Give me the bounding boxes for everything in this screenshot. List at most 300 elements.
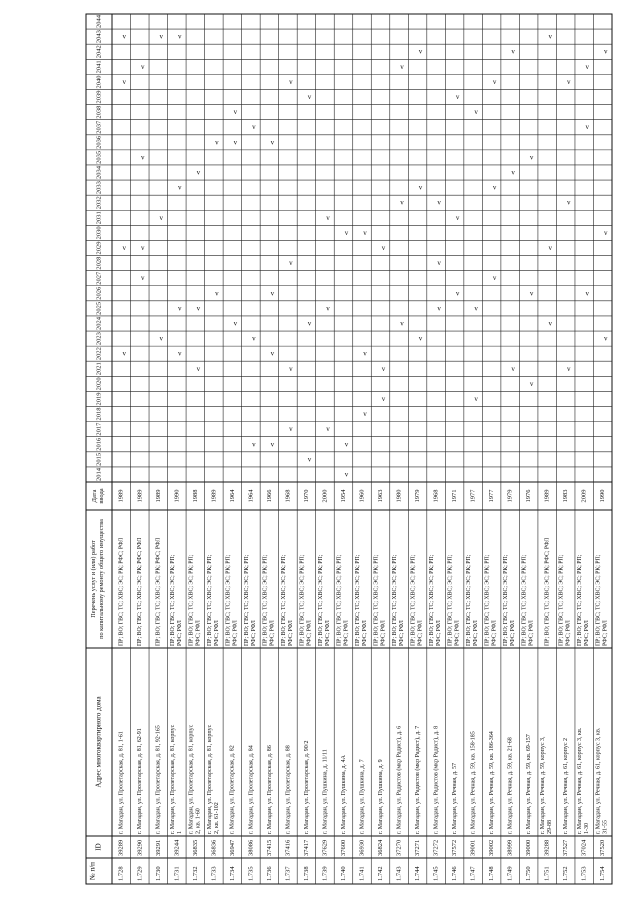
year-check-mark: v bbox=[270, 349, 275, 358]
year-check-mark: v bbox=[455, 213, 460, 222]
row-id: 37629 bbox=[321, 839, 329, 856]
table-row bbox=[577, 63, 590, 881]
year-check-mark: v bbox=[585, 289, 589, 298]
year-check-mark: v bbox=[344, 470, 349, 479]
row-num: 1.752 bbox=[562, 866, 570, 881]
row-year-built: 1964 bbox=[228, 489, 236, 503]
table-row bbox=[155, 33, 164, 881]
table-row bbox=[559, 78, 572, 881]
table-row bbox=[448, 93, 461, 881]
row-address bbox=[207, 724, 220, 834]
year-check-mark: v bbox=[196, 364, 201, 373]
row-services bbox=[485, 554, 498, 646]
row-year-built: 1989 bbox=[117, 489, 125, 503]
year-check-mark: v bbox=[141, 62, 145, 71]
row-services-line1: ПР; ВО; ГВС; ТС; ХВС; ЭС; РК; РП; bbox=[188, 554, 195, 646]
year-check-mark: v bbox=[307, 455, 312, 464]
year-check-mark: v bbox=[252, 123, 256, 132]
row-address: г. Магадан, ул. Речная, д. 59, кв. 186-364 bbox=[489, 731, 496, 834]
header-year-built-line1: Дата bbox=[91, 489, 98, 503]
row-id: 37415 bbox=[265, 839, 273, 856]
row-services-line2: РФС; РФЛ bbox=[195, 620, 202, 646]
table-row bbox=[281, 78, 294, 881]
row-address: г. Магадан, ул. Пушкина, д. 9 bbox=[377, 759, 384, 834]
row-services bbox=[207, 554, 220, 646]
row-address: г. Магадан, ул. Пролетарская, д. 82 bbox=[229, 745, 236, 834]
row-services-line1: ПР; ВО; ГВС; ТС; ХВС; ЭС; РК; РП; bbox=[484, 554, 491, 646]
row-address-line2: 2, кв. 1-60 bbox=[195, 808, 202, 834]
year-header-2036: 2036 bbox=[95, 135, 103, 149]
row-services-line2: РФС; РФЛ bbox=[213, 620, 220, 646]
row-services bbox=[503, 554, 516, 646]
row-services bbox=[392, 554, 405, 646]
table-row bbox=[355, 229, 368, 881]
header-services-line2: по капитальному ремонту общего имущества bbox=[98, 519, 105, 639]
row-services-line2: РФС; РФЛ bbox=[250, 620, 257, 646]
row-services-line1: ПР; ВО; ГВС; ТС; ХВС; ЭС; РК; РП; bbox=[243, 554, 250, 646]
row-services-line1: ПР; ВО; ГВС; ТС; ХВС; ЭС; РК; РП; bbox=[169, 554, 176, 646]
year-check-mark: v bbox=[178, 304, 182, 313]
row-services-line2: РФС; РФЛ bbox=[417, 620, 424, 646]
row-address: г. Магадан, ул. Пролетарская, д. 81, 1-61 bbox=[118, 731, 125, 834]
row-id: 37272 bbox=[432, 839, 440, 856]
year-check-mark: v bbox=[252, 334, 256, 343]
row-year-built: 1977 bbox=[469, 489, 477, 503]
row-year-built: 1970 bbox=[302, 489, 310, 503]
year-check-mark: v bbox=[455, 289, 460, 298]
row-address bbox=[596, 727, 609, 834]
table-row bbox=[485, 78, 498, 881]
year-check-mark: v bbox=[511, 364, 515, 373]
row-address-line2: 31-55 bbox=[602, 820, 609, 834]
row-num: 1.728 bbox=[117, 866, 125, 881]
row-services-line2: РФС; РФЛ bbox=[584, 620, 591, 646]
row-year-built: 1977 bbox=[488, 489, 496, 503]
row-year-built: 2000 bbox=[321, 489, 329, 503]
row-services: ПР; ВО; ГВС; ТС; ХВС; ЭС; РК; РФС; РФЛ bbox=[155, 537, 162, 646]
year-check-mark: v bbox=[159, 213, 164, 222]
row-id: 39290 bbox=[136, 839, 144, 856]
row-id: 39002 bbox=[488, 839, 496, 856]
year-check-mark: v bbox=[289, 259, 293, 268]
year-check-mark: v bbox=[307, 93, 312, 102]
header-services bbox=[90, 519, 105, 639]
row-services-line2: РФС; РФЛ bbox=[269, 620, 276, 646]
year-header-2029: 2029 bbox=[95, 241, 103, 255]
row-services bbox=[188, 554, 201, 646]
row-services-line1: ПР; ВО; ГВС; ТС; ХВС; ЭС; РК; РП; bbox=[299, 554, 306, 646]
row-address-line2: 1-30 bbox=[584, 823, 591, 834]
row-services-line2: РФС; РФЛ bbox=[565, 620, 572, 646]
table-row bbox=[466, 108, 479, 881]
table-row bbox=[299, 93, 312, 881]
row-year-built: 1990 bbox=[173, 489, 181, 503]
row-year-built: 1954 bbox=[339, 489, 347, 503]
year-check-mark: v bbox=[455, 93, 460, 102]
row-services-line2: РФС; РФЛ bbox=[473, 620, 480, 646]
row-num: 1.737 bbox=[284, 866, 292, 881]
row-num: 1.753 bbox=[580, 866, 588, 881]
year-check-mark: v bbox=[289, 425, 293, 434]
year-check-mark: v bbox=[548, 244, 552, 252]
row-year-built: 1968 bbox=[432, 489, 440, 503]
year-check-mark: v bbox=[437, 198, 441, 207]
row-services-line1: ПР; ВО; ГВС; ТС; ХВС; ЭС; РК; РП; bbox=[410, 554, 417, 646]
year-check-mark: v bbox=[233, 319, 238, 328]
row-num: 1.741 bbox=[358, 866, 366, 881]
year-check-mark: v bbox=[400, 319, 404, 328]
year-header-2044: 2044 bbox=[95, 15, 103, 29]
row-services-line2: РФС; РФЛ bbox=[510, 620, 517, 646]
row-address-line2: 1 bbox=[176, 831, 183, 834]
row-address: г. Магадан, ул. Речная, д. 59, кв. 21-68 bbox=[507, 737, 514, 834]
year-check-mark: v bbox=[585, 123, 589, 132]
year-check-mark: v bbox=[566, 364, 571, 373]
row-num: 1.736 bbox=[265, 866, 273, 881]
table-row bbox=[392, 63, 405, 881]
row-services bbox=[355, 554, 368, 646]
row-address bbox=[170, 724, 183, 834]
year-check-mark: v bbox=[566, 77, 571, 86]
year-check-mark: v bbox=[159, 32, 164, 41]
row-num: 1.744 bbox=[414, 866, 422, 881]
year-check-mark: v bbox=[381, 244, 386, 252]
year-check-mark: v bbox=[603, 47, 608, 56]
row-address-line1: г. Магадан, ул. Пролетарская, д. 81, корпус bbox=[188, 724, 195, 834]
year-header-2042: 2042 bbox=[95, 45, 103, 59]
year-check-mark: v bbox=[474, 108, 478, 117]
row-year-built: 1963 bbox=[377, 489, 385, 503]
year-check-mark: v bbox=[344, 228, 349, 237]
row-services-line2: РФС; РФЛ bbox=[232, 620, 239, 646]
year-check-mark: v bbox=[178, 183, 182, 192]
row-year-built: 1989 bbox=[543, 489, 551, 503]
year-header-2022: 2022 bbox=[95, 347, 103, 361]
year-header-2021: 2021 bbox=[95, 362, 103, 376]
year-header-2037: 2037 bbox=[95, 120, 103, 134]
row-services-line1: ПР; ВО; ГВС; ТС; ХВС; ЭС; РК; РП; bbox=[373, 554, 380, 646]
row-num: 1.731 bbox=[173, 866, 181, 881]
row-id: 37527 bbox=[562, 839, 570, 856]
row-id: 37270 bbox=[395, 839, 403, 856]
row-num: 1.745 bbox=[432, 866, 440, 881]
row-num: 1.734 bbox=[228, 866, 236, 881]
row-services: ПР; ВО; ГВС; ТС; ХВС; ЭС; РК; РФС; РФЛ bbox=[137, 537, 144, 646]
year-check-mark: v bbox=[215, 289, 219, 298]
header-services-line1: Перечень услуг и (или) работ bbox=[90, 540, 97, 618]
year-check-mark: v bbox=[437, 259, 441, 268]
year-header-2030: 2030 bbox=[95, 226, 103, 240]
row-id: 37572 bbox=[451, 839, 459, 856]
row-services-line1: ПР; ВО; ГВС; ТС; ХВС; ЭС; РК; РП; bbox=[317, 554, 324, 646]
row-services bbox=[225, 554, 238, 646]
row-services-line2: РФС; РФЛ bbox=[362, 620, 368, 646]
year-check-mark: v bbox=[141, 244, 145, 252]
row-address: г. Магадан, ул. Пушкина, д. 4А bbox=[340, 755, 347, 834]
year-check-mark: v bbox=[196, 168, 201, 177]
year-header-2041: 2041 bbox=[95, 60, 103, 74]
row-services-line1: ПР; ВО; ГВС; ТС; ХВС; ЭС; РК; РП; bbox=[206, 554, 213, 646]
table-row bbox=[503, 48, 516, 881]
row-services-line2: РФС; РФЛ bbox=[287, 620, 294, 646]
year-check-mark: v bbox=[492, 183, 497, 192]
row-num: 1.733 bbox=[210, 866, 218, 881]
row-services bbox=[374, 554, 387, 646]
row-num: 1.748 bbox=[488, 866, 496, 881]
row-id: 37416 bbox=[284, 839, 292, 856]
row-address bbox=[577, 727, 590, 834]
row-services-line2: РФС; РФЛ bbox=[399, 620, 406, 646]
year-check-mark: v bbox=[344, 440, 349, 449]
year-check-mark: v bbox=[307, 319, 312, 328]
table-row bbox=[522, 153, 535, 881]
row-year-built: 2009 bbox=[580, 489, 588, 503]
year-check-mark: v bbox=[492, 274, 497, 283]
row-services bbox=[577, 554, 590, 646]
year-check-mark: v bbox=[566, 198, 571, 207]
row-year-built: 1988 bbox=[191, 489, 199, 503]
row-id: 36824 bbox=[377, 839, 385, 856]
row-id: 39000 bbox=[525, 839, 533, 856]
row-services-line2: РФС; РФЛ bbox=[491, 620, 498, 646]
year-check-mark: v bbox=[326, 304, 330, 313]
row-address: г. Магадан, ул. Пролетарская, д. 84 bbox=[248, 745, 255, 834]
row-year-built: 1989 bbox=[210, 489, 218, 503]
year-header-2035: 2035 bbox=[95, 150, 103, 164]
table-row bbox=[411, 48, 424, 881]
year-header-2038: 2038 bbox=[95, 105, 103, 119]
row-year-built: 1989 bbox=[136, 489, 144, 503]
row-services-line1: ПР; ВО; ГВС; ТС; ХВС; ЭС; РК; РП; bbox=[429, 554, 436, 646]
year-check-mark: v bbox=[529, 379, 534, 388]
row-services-line2: РФС; РФЛ bbox=[436, 620, 443, 646]
header-year-built bbox=[91, 488, 105, 503]
year-check-mark: v bbox=[326, 213, 330, 222]
row-address: г. Магадан, ул. Пролетарская, д. 90/2 bbox=[303, 740, 310, 834]
row-address bbox=[540, 736, 553, 834]
year-check-mark: v bbox=[289, 364, 293, 373]
row-num: 1.739 bbox=[321, 866, 329, 881]
row-services-line1: ПР; ВО; ГВС; ТС; ХВС; ЭС; РК; РП; bbox=[466, 554, 473, 646]
row-address: г. Магадан, ул. Речная, д. 61, корпус 2 bbox=[563, 737, 570, 834]
year-check-mark: v bbox=[141, 274, 145, 283]
row-services-line1: ПР; ВО; ГВС; ТС; ХВС; ЭС; РК; РП; bbox=[280, 554, 287, 646]
row-id: 36930 bbox=[358, 839, 366, 856]
row-id: 38999 bbox=[506, 839, 514, 856]
row-address: г. Магадан, ул. Пролетарская, д. 81, 92-165 bbox=[155, 725, 162, 834]
year-header-2043: 2043 bbox=[95, 30, 103, 44]
year-check-mark: v bbox=[511, 168, 515, 177]
row-services bbox=[448, 554, 461, 646]
year-check-mark: v bbox=[511, 47, 515, 56]
year-check-mark: v bbox=[270, 289, 275, 298]
year-header-2025: 2025 bbox=[95, 301, 103, 315]
year-header-2039: 2039 bbox=[95, 90, 103, 104]
header-address: Адрес многоквартирного дома bbox=[94, 696, 103, 788]
table-row bbox=[170, 33, 183, 881]
row-id: 39001 bbox=[469, 839, 477, 856]
year-check-mark: v bbox=[196, 304, 201, 313]
row-services-line1: ПР; ВО; ГВС; ТС; ХВС; ЭС; РК; РП; bbox=[225, 554, 232, 646]
row-services bbox=[318, 554, 331, 646]
row-year-built: 1990 bbox=[599, 489, 607, 503]
table-row bbox=[374, 244, 387, 881]
row-address-line2: 2, кв. 61-102 bbox=[213, 802, 220, 834]
row-num: 1.742 bbox=[377, 866, 385, 881]
table-row bbox=[596, 48, 609, 881]
year-header-2034: 2034 bbox=[95, 166, 103, 180]
row-id: 37271 bbox=[414, 839, 422, 856]
row-services bbox=[336, 554, 349, 646]
row-year-built: 1979 bbox=[414, 489, 422, 503]
row-services: ПР; ВО; ГВС; ТС; ХВС; ЭС; РК; РФС; РФЛ bbox=[544, 537, 551, 646]
row-services-line2: РФС; РФЛ bbox=[324, 620, 331, 646]
header-year-built-line2: ввода bbox=[98, 488, 105, 504]
year-check-mark: v bbox=[270, 440, 275, 449]
row-services bbox=[429, 554, 442, 646]
year-header-2032: 2032 bbox=[95, 196, 103, 210]
row-address: г. Магадан, ул. Речная, д. 59, кв. 158-185 bbox=[470, 731, 477, 834]
year-header-2014: 2014 bbox=[95, 467, 103, 481]
year-check-mark: v bbox=[492, 77, 497, 86]
row-num: 1.751 bbox=[543, 866, 551, 881]
year-check-mark: v bbox=[270, 138, 275, 147]
row-year-built: 1971 bbox=[451, 489, 459, 503]
year-header-2018: 2018 bbox=[95, 407, 103, 421]
row-address bbox=[188, 724, 201, 834]
year-check-mark: v bbox=[159, 334, 164, 343]
row-year-built: 1976 bbox=[525, 489, 533, 503]
year-check-mark: v bbox=[233, 108, 238, 117]
year-check-mark: v bbox=[233, 138, 238, 147]
row-year-built: 1968 bbox=[284, 489, 292, 503]
row-services-line1: ПР; ВО; ГВС; ТС; ХВС; ЭС; РК; РП; bbox=[503, 554, 510, 646]
row-address: г. Магадан, ул. Пушкина, д. 7 bbox=[359, 759, 366, 834]
year-check-mark: v bbox=[585, 62, 589, 71]
row-id: 38086 bbox=[247, 839, 255, 856]
row-services-line1: ПР; ВО; ГВС; ТС; ХВС; ЭС; РК; РП; bbox=[262, 554, 269, 646]
row-num: 1.735 bbox=[247, 866, 255, 881]
year-check-mark: v bbox=[363, 349, 367, 358]
year-header-2020: 2020 bbox=[95, 377, 103, 391]
year-check-mark: v bbox=[363, 410, 367, 419]
row-address: г. Магадан, ул. Речная, д. 57 bbox=[451, 762, 458, 834]
row-services-line2: РФС; РФЛ bbox=[380, 620, 387, 646]
row-id: 39244 bbox=[173, 839, 181, 856]
year-header-2024: 2024 bbox=[95, 316, 103, 330]
row-address: г. Магадан, ул. Пролетарская, д. 81, 62-91 bbox=[137, 728, 144, 834]
row-num: 1.743 bbox=[395, 866, 403, 881]
row-year-built: 1979 bbox=[506, 489, 514, 503]
year-check-mark: v bbox=[122, 77, 127, 86]
row-services bbox=[170, 554, 183, 646]
row-services bbox=[281, 554, 294, 646]
row-services-line1: ПР; ВО; ГВС; ТС; ХВС; ЭС; РК; РП; bbox=[392, 554, 399, 646]
row-address: г. Магадан, ул. Пролетарская, д. 86 bbox=[266, 745, 273, 834]
year-check-mark: v bbox=[122, 244, 127, 252]
row-services-line1: ПР; ВО; ГВС; ТС; ХВС; ЭС; РК; РП; bbox=[447, 554, 454, 646]
year-check-mark: v bbox=[437, 304, 441, 313]
row-services bbox=[262, 554, 275, 646]
header-id: ID bbox=[94, 843, 103, 851]
row-services-line2: РФС; РФЛ bbox=[176, 620, 183, 646]
row-services bbox=[299, 554, 312, 646]
table-row bbox=[244, 123, 257, 881]
row-services bbox=[466, 554, 479, 646]
year-check-mark: v bbox=[418, 334, 423, 343]
row-id: 37520 bbox=[599, 839, 607, 856]
row-services bbox=[244, 554, 257, 646]
year-check-mark: v bbox=[418, 183, 423, 192]
year-check-mark: v bbox=[474, 304, 478, 313]
header-num: № п/п bbox=[88, 862, 97, 880]
year-check-mark: v bbox=[603, 334, 608, 343]
year-check-mark: v bbox=[400, 198, 404, 207]
year-check-mark: v bbox=[252, 440, 256, 449]
year-header-2031: 2031 bbox=[95, 211, 103, 225]
row-year-built: 1964 bbox=[247, 489, 255, 503]
year-header-2023: 2023 bbox=[95, 332, 103, 346]
row-services: ПР; ВО; ГВС; ТС; ХВС; ЭС; РК; РФС; РФЛ bbox=[118, 537, 125, 646]
row-year-built: 1980 bbox=[395, 489, 403, 503]
year-check-mark: v bbox=[529, 153, 534, 162]
table-row bbox=[136, 63, 145, 881]
row-address-line1: г. Магадан, ул. Речная, д. 61, корпус 3, кв. bbox=[577, 727, 584, 834]
year-check-mark: v bbox=[215, 138, 219, 147]
year-header-2017: 2017 bbox=[95, 422, 103, 436]
row-id: 36835 bbox=[191, 839, 199, 856]
row-year-built: 1966 bbox=[265, 489, 273, 503]
year-check-mark: v bbox=[381, 394, 386, 403]
row-services-line2: РФС; РФЛ bbox=[306, 620, 313, 646]
row-address-line2: 29-88 bbox=[547, 820, 554, 834]
year-check-mark: v bbox=[548, 319, 552, 328]
row-id: 37024 bbox=[580, 839, 588, 856]
table-row bbox=[540, 33, 553, 881]
row-services bbox=[522, 554, 535, 646]
year-check-mark: v bbox=[400, 62, 404, 71]
row-num: 1.747 bbox=[469, 866, 477, 881]
row-num: 1.750 bbox=[525, 866, 533, 881]
row-services-line2: РФС; РФЛ bbox=[343, 620, 350, 646]
table-row bbox=[188, 169, 201, 881]
row-num: 1.729 bbox=[136, 866, 144, 881]
year-check-mark: v bbox=[363, 228, 367, 237]
row-services-line1: ПР; ВО; ГВС; ТС; ХВС; ЭС; РК; РП; bbox=[595, 554, 602, 646]
row-id: 39289 bbox=[117, 839, 125, 856]
row-id: 37417 bbox=[302, 839, 310, 856]
row-services-line2: РФС; РФЛ bbox=[602, 620, 609, 646]
table-row bbox=[318, 214, 331, 881]
year-check-mark: v bbox=[529, 289, 534, 298]
row-year-built: 1989 bbox=[154, 489, 162, 503]
row-address-line1: г. Магадан, ул. Речная, д. 59, корпус 3, bbox=[540, 736, 547, 834]
row-address: г. Магадан, ул. Пушкина, д. 11/11 bbox=[322, 749, 329, 834]
year-check-mark: v bbox=[122, 32, 127, 41]
table-row bbox=[336, 229, 349, 881]
row-services bbox=[596, 554, 609, 646]
row-services-line1: ПР; ВО; ГВС; ТС; ХВС; ЭС; РК; РП; bbox=[558, 554, 565, 646]
row-address: г. Магадан, ул. Радистов (мкр Радист), д. 6 bbox=[396, 725, 403, 834]
year-check-mark: v bbox=[474, 394, 478, 403]
year-check-mark: v bbox=[178, 349, 182, 358]
table-border bbox=[86, 14, 612, 884]
row-address-line1: г. Магадан, ул. Пролетарская, д. 81, корпус bbox=[206, 724, 213, 834]
row-num: 1.738 bbox=[302, 866, 310, 881]
row-address-line1: г. Магадан, ул. Пролетарская, д. 81, корпус bbox=[169, 724, 176, 834]
year-header-2016: 2016 bbox=[95, 437, 103, 451]
row-year-built: 1983 bbox=[562, 489, 570, 503]
